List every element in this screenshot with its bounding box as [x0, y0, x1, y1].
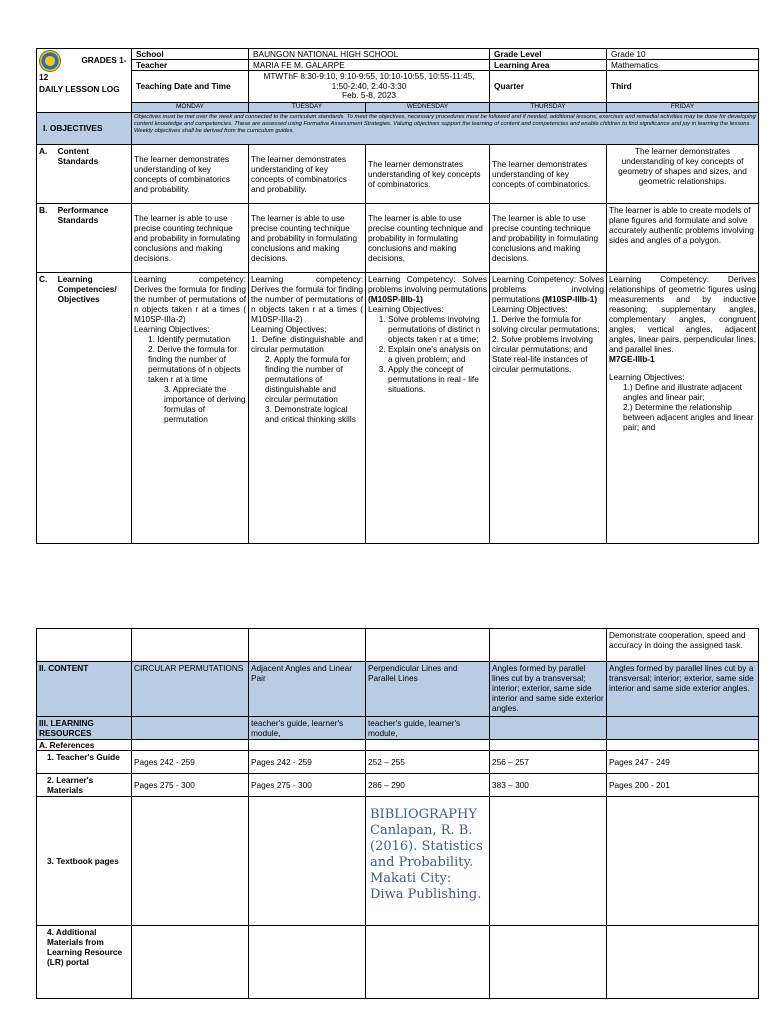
teaching-time-value [249, 71, 490, 103]
teachers-guide-thursday: 256 – 257 [490, 751, 607, 774]
learning-area-value: Mathematics [607, 60, 759, 71]
objective-item: 1. Solve problems involving permutations of distinct n objects taken r at a time; [388, 314, 487, 344]
learning-competency [492, 274, 604, 304]
additional-materials-label: 4. Additional Materials from Learning Resource (LR) portal [37, 926, 132, 999]
row-title: Learning Competencies/ Objectives [57, 273, 117, 304]
row-letter: B. [39, 204, 48, 215]
content-standards-friday: The learner demonstrates understanding of key concepts of geometry of shapes and sizes, and geometric relationships. [607, 144, 759, 203]
objectives-list [368, 314, 487, 394]
competencies-tuesday [249, 272, 366, 543]
competencies-monday [132, 272, 249, 543]
content-friday: Angles formed by parallel lines cut by a transversal; interior; exterior, same side interior and same side exterior angles. [607, 662, 759, 717]
competency-code: M7GE-IIIb-1 [609, 353, 655, 364]
learning-competency: Learning Competency: Derives relationships of geometric figures using measurements and by inductive reasoning; supplementary angles, complementary angles, congruent angles, vertical angles, adjacent angles, linear pairs, perpendicular lines, and parallel lines. [609, 273, 756, 354]
school-label: School [132, 49, 249, 60]
teachers-guide-monday: Pages 242 - 259 [132, 751, 249, 774]
competencies-thursday [490, 272, 607, 543]
objective-item: 3. Appreciate the importance of deriving formulas of permutation [164, 383, 246, 424]
learning-objectives-heading: Learning Objectives: [609, 371, 685, 382]
learning-objectives-heading: Learning Objectives: [251, 323, 327, 334]
teachers-guide-friday: Pages 247 - 249 [607, 751, 759, 774]
day-thursday: THURSDAY [490, 102, 607, 112]
performance-standards-wednesday: The learner is able to use precise counting technique and probability in formulating conclusions and making decisions. [366, 203, 490, 272]
learning-competency: Learning competency: Derives the formula for finding the number of permutations of n objects taken r at a times ( M10SP-IIIa-2) [134, 273, 246, 324]
objective-item: 1. Identify permutation [148, 333, 231, 344]
day-friday: FRIDAY [607, 102, 759, 112]
bibliography-entry: BIBLIOGRAPHY Canlapan, R. B. (2016). Statistics and Probability. Makati City: Diwa Publishing. [366, 797, 490, 926]
learning-area-label: Learning Area [490, 60, 607, 71]
row-title: Content Standards [57, 145, 99, 166]
learning-resources-wednesday: teacher's guide, learner's module, [366, 717, 490, 740]
objective-item: 1. Derive the formula for solving circular permutations; [492, 313, 600, 334]
time-line-2: 1:50-2:40, 2:40-3:30 [331, 80, 407, 91]
row-title: Performance Standards [57, 204, 109, 225]
lesson-log-table-continued [36, 628, 759, 999]
objective-item: 2. Apply the formula for finding the number of permutations of distinguishable and circular permutation [265, 353, 351, 404]
row-letter: A. [39, 145, 48, 156]
textbook-pages-label: 3. Textbook pages [37, 797, 132, 926]
day-header-row [37, 102, 759, 112]
content-standards-label [37, 144, 132, 203]
learning-resources-tuesday: teacher's guide, learner's module, [249, 717, 366, 740]
references-label: A. References [37, 740, 132, 751]
learners-materials-tuesday: Pages 275 - 300 [249, 774, 366, 797]
lesson-log-table [36, 48, 759, 544]
objective-item: 2.) Determine the relationship between adjacent angles and linear pair; and [623, 401, 754, 432]
objective-item: 2. Derive the formula for finding the number of permutations of n objects taken r at a time [148, 343, 241, 384]
content-standards-thursday: The learner demonstrates understanding of key concepts of combinatorics. [490, 144, 607, 203]
objective-item: 1. Define distinguishable and circular permutation [251, 333, 363, 354]
performance-standards-label [37, 203, 132, 272]
grade-level-label: Grade Level [490, 49, 607, 60]
learning-objectives-heading: Learning Objectives: [134, 323, 210, 334]
content-monday: CIRCULAR PERMUTATIONS [132, 662, 249, 717]
objective-item: 3. Demonstrate logical and critical thinking skills [265, 403, 356, 424]
learning-objectives-heading: Learning Objectives: [368, 303, 444, 314]
objective-item: 2. Explain one's analysis on a given problem; and [388, 344, 487, 364]
teacher-label: Teacher [132, 60, 249, 71]
daily-lesson-log-title: DAILY LESSON LOG [39, 84, 120, 94]
objective-item: State real-life instances of circular permutations. [492, 353, 588, 374]
content-thursday: Angles formed by parallel lines cut by a transversal; interior; exterior, same side interior and same side exterior angles. [490, 662, 607, 717]
teaching-time-label: Teaching Date and Time [132, 71, 249, 103]
competencies-wednesday [366, 272, 490, 543]
competencies-friday [607, 272, 759, 543]
performance-standards-tuesday: The learner is able to use precise counting technique and probability in formulating conclusions and making decisions. [249, 203, 366, 272]
day-tuesday: TUESDAY [249, 102, 366, 112]
learners-materials-monday: Pages 275 - 300 [132, 774, 249, 797]
content-standards-tuesday: The learner demonstrates understanding of key concepts of combinatorics and probability. [249, 144, 366, 203]
day-wednesday: WEDNESDAY [366, 102, 490, 112]
teacher-value: MARIA FE M. GALARPE [249, 60, 490, 71]
competencies-label [37, 272, 132, 543]
competency-text: Learning Competency: Solves problems involving permutations [492, 273, 604, 304]
competency-code: (M10SP-IIIb-1) [542, 293, 598, 304]
grades-label: GRADES 1-12 [39, 55, 127, 82]
learners-materials-friday: Pages 200 - 201 [607, 774, 759, 797]
learners-materials-thursday: 383 – 300 [490, 774, 607, 797]
learning-competency [368, 274, 487, 304]
time-line-3: Feb. 5-8, 2023 [342, 90, 396, 100]
objectives-note: Objectives must be met over the week and connected to the curriculum standards. To meet the objectives, necessary procedures must be followed and if needed, additional lessons, exercises and remedial activities may be done for developing content knowledge and competencies. These are assessed using Formative Assessment Strategies. Valuing objectives support the learning of content and competencies and enable children to find significance and joy in learning the lessons. Weekly objectives shall be derived from the curriculum guides. [132, 112, 759, 144]
performance-standards-monday: The learner is able to use precise counting technique and probability in formulating conclusions and making decisions. [132, 203, 249, 272]
content-standards-monday: The learner demonstrates understanding of key concepts of combinatorics and probability. [132, 144, 249, 203]
quarter-value: Third [607, 71, 759, 103]
day-monday: MONDAY [132, 102, 249, 112]
deped-seal-icon [39, 50, 61, 72]
quarter-label: Quarter [490, 71, 607, 103]
teachers-guide-wednesday: 252 – 255 [366, 751, 490, 774]
grade-level-value: Grade 10 [607, 49, 759, 60]
friday-objective-continued: Demonstrate cooperation, speed and accuracy in doing the assigned task. [607, 629, 759, 662]
learners-materials-label: 2. Learner's Materials [37, 774, 132, 797]
performance-standards-thursday: The learner is able to use precise counting technique and probability in formulating conclusions and making decisions. [490, 203, 607, 272]
competency-code: (M10SP-IIIb-1) [368, 293, 423, 304]
objectives-heading: I. OBJECTIVES [37, 112, 132, 144]
content-standards-wednesday: The learner demonstrates understanding of key concepts of combinatorics. [366, 144, 490, 203]
content-tuesday: Adjacent Angles and Linear Pair [249, 662, 366, 717]
content-heading: II. CONTENT [37, 662, 132, 717]
objective-item: 3. Apply the concept of permutations in real - life situations. [388, 364, 487, 394]
time-line-1: MTWThF 8:30-9:10, 9:10-9:55, 10:10-10:55, 10:55-11:45, [263, 71, 475, 81]
learning-objectives-heading: Learning Objectives: [492, 303, 568, 314]
row-letter: C. [39, 273, 48, 284]
content-wednesday: Perpendicular Lines and Parallel Lines [366, 662, 490, 717]
learners-materials-wednesday: 286 – 290 [366, 774, 490, 797]
learning-resources-heading: III. LEARNING RESOURCES [37, 717, 132, 740]
teachers-guide-label: 1. Teacher's Guide [37, 751, 132, 774]
school-value: BAUNGON NATIONAL HIGH SCHOOL [249, 49, 490, 60]
competency-text: Learning Competency: Solves problems involving permutations [368, 273, 487, 294]
header-logo-cell [37, 49, 132, 103]
learning-competency: Learning competency: Derives the formula for finding the number of permutations of n objects taken r at a times ( M10SP-IIIa-2) [251, 273, 363, 324]
objective-item: 1.) Define and illustrate adjacent angles and linear pair; [623, 381, 742, 402]
teachers-guide-tuesday: Pages 242 - 259 [249, 751, 366, 774]
performance-standards-friday: The learner is able to create models of plane figures and formulate and solve accurately authentic problems involving sides and angles of a polygon. [607, 203, 759, 272]
objective-item: 2. Solve problems involving circular permutations; and [492, 333, 593, 354]
